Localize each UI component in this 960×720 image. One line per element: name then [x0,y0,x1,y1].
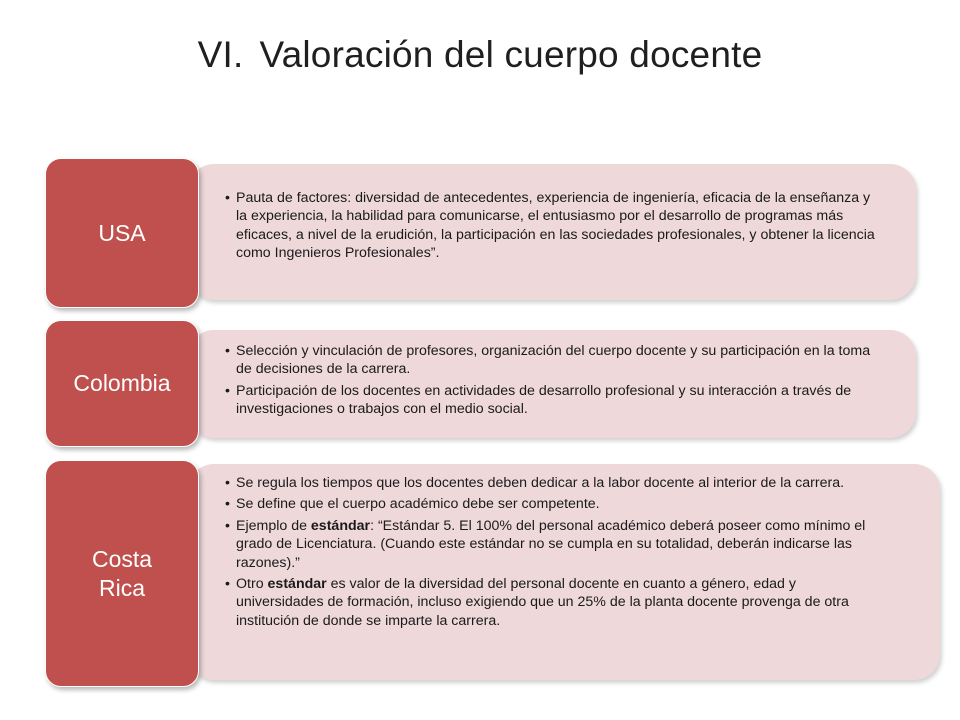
country-label-text: Costa Rica [91,545,153,601]
bullet-item: • Pauta de factores: diversidad de antecedentes, experiencia de ingeniería, eficacia de la enseñanza y la experiencia, la habilidad para comunicarse, el entusiasmo por el desarrollo de programas más eficaces, a nivel de la erudición, la participación en las sociedades profesionales, y obtener la licencia como Ingenieros Profesionales”. [225,189,885,263]
bullet-item: • Otro estándar es valor de la diversidad del personal docente en cuanto a género, edad y universidades de formación, incluso exigiendo que un 25% de la planta docente provenga de otra institución de donde se imparte la carrera. [225,575,885,630]
bullet-item: • Participación de los docentes en actividades de desarrollo profesional y su interacción a través de investigaciones o trabajos con el medio social. [225,382,885,419]
bullet-list [225,189,885,263]
emphasis-term: estándar [310,517,371,534]
bullet-item: • Selección y vinculación de profesores, organización del cuerpo docente y su participación en la toma de decisiones de la carrera. [225,342,885,379]
criteria-box-usa [188,164,916,300]
page-title [0,34,960,76]
country-label-costa-rica [45,460,199,687]
bullet-item: • Se regula los tiempos que los docentes deben dedicar a la labor docente al interior de la carrera. [225,474,885,492]
section-number: VI. [197,34,244,75]
country-label-colombia [45,320,199,447]
bullet-item: • Ejemplo de estándar: “Estándar 5. El 100% del personal académico deberá poseer como mínimo el grado de Licenciatura. (Cuando este estándar no se cumpla en su totalidad, deberán indicarse las razones).” [225,517,885,572]
emphasis-term: estándar [267,576,327,593]
bullet-list [225,474,885,630]
bullet-list [225,342,885,419]
title-text: Valoración del cuerpo docente [259,34,763,75]
country-label-text: USA [98,219,146,246]
criteria-box-costa-rica [188,464,940,680]
bullet-item: • Se define que el cuerpo académico debe ser competente. [225,495,885,513]
criteria-box-colombia [188,330,916,438]
country-label-usa [45,158,199,308]
country-label-text: Colombia [73,370,171,396]
